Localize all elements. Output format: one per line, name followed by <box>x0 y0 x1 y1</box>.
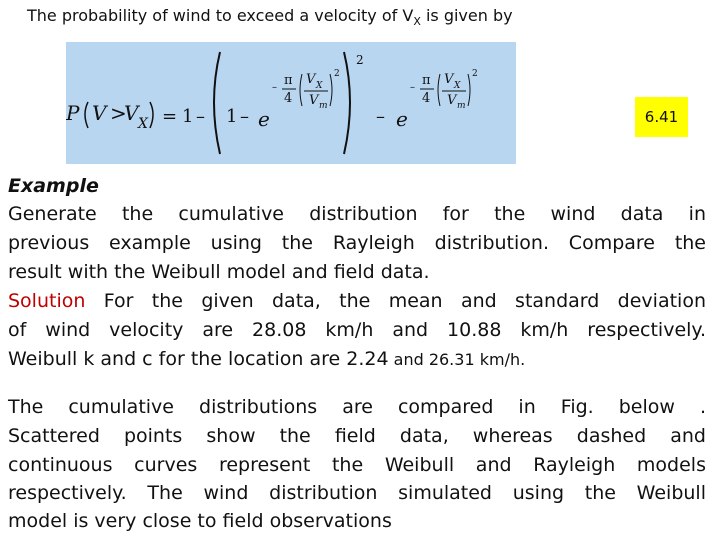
formula-pi-1: π <box>284 73 293 88</box>
formula-exp-paren-l-2 <box>438 74 440 106</box>
example-heading: Example <box>8 175 99 197</box>
formula-VX: V <box>124 101 139 125</box>
conclusion-line-3: continuous curves represent the Weibull and Rayleigh models <box>8 454 706 476</box>
solution-line-1-rest: For the given data, the mean and standard deviation <box>85 290 706 312</box>
formula-svg <box>66 42 516 164</box>
intro-subscript: X <box>413 15 421 29</box>
formula-V: V <box>92 101 107 125</box>
formula-exp-paren-r-2 <box>468 74 470 106</box>
solution-line-1 <box>8 287 706 316</box>
formula-exp-paren-r-1 <box>330 74 332 106</box>
formula-minus-3: – <box>376 106 385 127</box>
solution-line-3-main: Weibull k and c for the location are 2.24 <box>8 348 389 370</box>
formula-gt: > <box>110 101 127 125</box>
intro-text <box>27 6 513 28</box>
formula-exp-sq-2: 2 <box>472 69 478 79</box>
formula-outer-sq: 2 <box>356 53 364 67</box>
example-line-3: result with the Weibull model and field data. <box>8 261 430 283</box>
intro-main: The probability of wind to exceed a velocity of V <box>27 6 414 25</box>
formula-vx-sub-1: X <box>316 81 323 91</box>
formula-image <box>66 42 516 164</box>
formula-one: 1 <box>182 106 194 127</box>
formula-exp-minus-1: – <box>272 82 277 93</box>
formula-four-2: 4 <box>422 91 431 106</box>
formula-minus-2: – <box>240 106 249 127</box>
formula-vm-1: V <box>309 93 319 108</box>
solution-line-2: of wind velocity are 28.08 km/h and 10.88 km/h respectively. <box>8 319 706 341</box>
formula-exp-minus-2: – <box>410 82 415 93</box>
conclusion-line-4: respectively. The wind distribution simulated using the Weibull <box>8 482 706 504</box>
formula-exp-paren-l-1 <box>300 74 302 106</box>
conclusion-line-5: model is very close to field observations <box>8 510 392 532</box>
formula-vm-sub-2: m <box>457 101 466 111</box>
formula-e-1: e <box>258 107 270 131</box>
formula-four-1: 4 <box>284 91 293 106</box>
formula-e-2: e <box>396 107 408 131</box>
formula-vx-2: V <box>444 72 454 87</box>
formula-paren-right <box>150 102 153 128</box>
formula-vx-sub-2: X <box>454 81 461 91</box>
formula-X-sub: X <box>138 116 148 132</box>
solution-line-3-small: and 26.31 km/h. <box>388 350 526 369</box>
formula-eq: = <box>162 106 178 127</box>
formula-exp-sq-1: 2 <box>334 69 340 79</box>
intro-tail: is given by <box>420 6 513 25</box>
example-line-2: previous example using the Rayleigh distribution. Compare the <box>8 232 706 254</box>
formula-minus-1: – <box>196 106 205 127</box>
solution-label: Solution <box>8 290 86 312</box>
example-line-1: Generate the cumulative distribution for the wind data in <box>8 203 706 225</box>
example-heading-line <box>8 172 706 201</box>
formula-vm-sub-1: m <box>319 101 328 111</box>
conclusion-line-2: Scattered points show the field data, whereas dashed and <box>8 425 706 447</box>
formula-vx-1: V <box>306 72 316 87</box>
equation-number: 6.41 <box>635 97 688 137</box>
formula-one-inner: 1 <box>226 106 238 127</box>
conclusion-line-1: The cumulative distributions are compared in Fig. below . <box>8 396 706 418</box>
solution-line-3 <box>8 345 706 375</box>
formula-P: P <box>66 101 80 125</box>
formula-pi-2: π <box>422 73 431 88</box>
formula-bigparen-left <box>214 52 220 154</box>
formula-vm-2: V <box>447 93 457 108</box>
formula-bigparen-right <box>344 52 350 154</box>
formula-paren-left <box>85 102 88 128</box>
